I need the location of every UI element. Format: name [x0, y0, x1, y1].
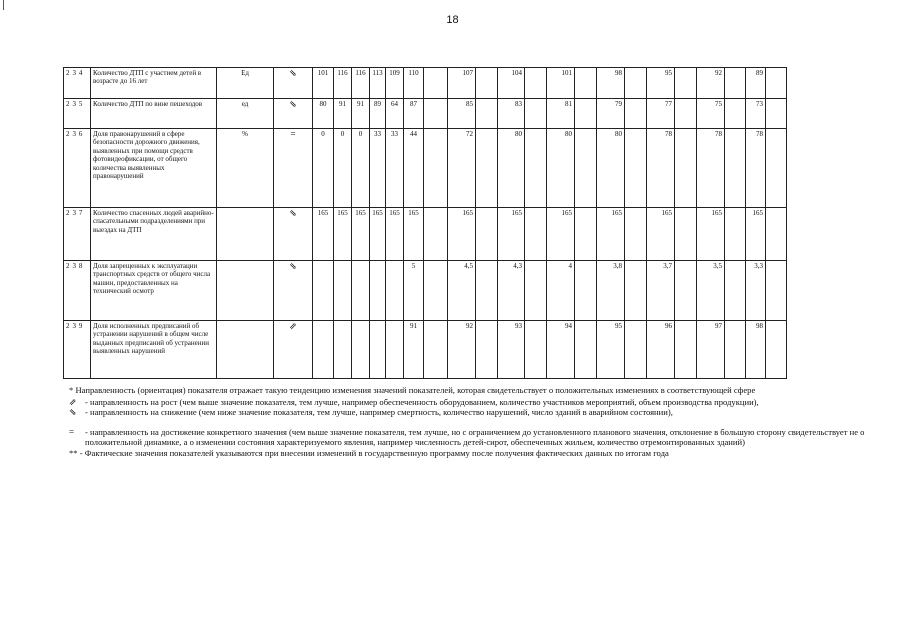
- down-arrow-icon: ⇘: [69, 407, 77, 418]
- value-cell: [725, 129, 746, 208]
- value-cell: [625, 261, 647, 321]
- value-cell: [766, 321, 787, 379]
- value-cell: 4,3: [498, 261, 525, 321]
- row-number: 2 3 5: [64, 99, 91, 129]
- value-cell: [766, 68, 787, 99]
- value-cell: 95: [647, 68, 675, 99]
- value-cell: [525, 208, 547, 261]
- value-cell: 3,3: [746, 261, 766, 321]
- footnote-actual-values: ** - Фактические значения показателей указываются при внесении изменений в государственную программу после получения фактических данных по итогам года: [69, 447, 669, 458]
- value-cell: 80: [313, 99, 334, 129]
- value-cell: 4,5: [448, 261, 476, 321]
- table-row: [64, 261, 787, 321]
- row-number: 2 3 7: [64, 208, 91, 261]
- value-cell: [725, 99, 746, 129]
- row-number: 2 3 4: [64, 68, 91, 99]
- value-cell: [675, 129, 697, 208]
- down-arrow-icon: ⇘: [289, 261, 297, 271]
- value-cell: 4: [547, 261, 575, 321]
- value-cell: 89: [746, 68, 766, 99]
- table-row: [64, 208, 787, 261]
- value-cell: [424, 208, 448, 261]
- footnotes: [69, 385, 869, 459]
- value-cell: 85: [448, 99, 476, 129]
- value-cell: [625, 68, 647, 99]
- value-cell: [352, 321, 370, 379]
- value-cell: [575, 261, 597, 321]
- value-cell: 44: [404, 129, 424, 208]
- value-cell: 116: [334, 68, 352, 99]
- value-cell: [525, 321, 547, 379]
- value-cell: [575, 321, 597, 379]
- down-arrow-icon: ⇘: [289, 208, 297, 218]
- value-cell: [352, 261, 370, 321]
- value-cell: 109: [386, 68, 404, 99]
- value-cell: [766, 208, 787, 261]
- value-cell: 64: [386, 99, 404, 129]
- direction-cell: [274, 68, 313, 99]
- table-row: [64, 68, 787, 99]
- indicator-name: Доля запрещенных к эксплуатации транспортных средств от общего числа машин, предоставленных на технический осмотр: [91, 261, 217, 321]
- value-cell: [476, 261, 498, 321]
- value-cell: 92: [697, 68, 725, 99]
- value-cell: 80: [597, 129, 625, 208]
- value-cell: [334, 261, 352, 321]
- row-number: 2 3 8: [64, 261, 91, 321]
- value-cell: [725, 68, 746, 99]
- value-cell: 97: [697, 321, 725, 379]
- value-cell: 113: [370, 68, 386, 99]
- value-cell: 87: [404, 99, 424, 129]
- value-cell: [424, 129, 448, 208]
- up-arrow-icon: ⇗: [69, 396, 77, 407]
- footnote-down-text: - направленность на снижение (чем ниже значение показателя, тем лучше, например смертность, количество нарушений, число зданий в аварийном состоянии),: [85, 407, 673, 418]
- value-cell: 78: [697, 129, 725, 208]
- value-cell: [476, 129, 498, 208]
- footnote-down: [69, 407, 869, 418]
- value-cell: 107: [448, 68, 476, 99]
- value-cell: 98: [597, 68, 625, 99]
- value-cell: 75: [697, 99, 725, 129]
- value-cell: [675, 68, 697, 99]
- value-cell: [575, 68, 597, 99]
- value-cell: 3,8: [597, 261, 625, 321]
- value-cell: 79: [597, 99, 625, 129]
- down-arrow-icon: ⇘: [289, 68, 297, 78]
- value-cell: 165: [697, 208, 725, 261]
- page-edge-mark: [3, 0, 4, 10]
- value-cell: 165: [547, 208, 575, 261]
- value-cell: [476, 99, 498, 129]
- value-cell: 165: [647, 208, 675, 261]
- value-cell: [424, 68, 448, 99]
- indicator-name: Доля правонарушений в сфере безопасности дорожного движения, выявленных при помощи средств фотовидеофиксации, от общего количества выявленных правонарушений: [91, 129, 217, 208]
- value-cell: [525, 68, 547, 99]
- up-arrow-icon: ⇗: [289, 321, 297, 331]
- value-cell: [386, 261, 404, 321]
- value-cell: [424, 321, 448, 379]
- value-cell: [334, 321, 352, 379]
- footnote-up-text: - направленность на рост (чем выше значение показателя, тем лучше, например обеспеченность оборудованием, количество участников мероприятий, объем производства продукции),: [85, 396, 759, 407]
- value-cell: 101: [313, 68, 334, 99]
- unit-cell: [217, 261, 274, 321]
- value-cell: [313, 321, 334, 379]
- value-cell: [575, 99, 597, 129]
- value-cell: 165: [498, 208, 525, 261]
- value-cell: 104: [498, 68, 525, 99]
- value-cell: [525, 261, 547, 321]
- value-cell: 101: [547, 68, 575, 99]
- direction-cell: [274, 321, 313, 379]
- page-number: 18: [446, 14, 459, 26]
- value-cell: 0: [352, 129, 370, 208]
- value-cell: 92: [448, 321, 476, 379]
- footnote-equal-text: - направленность на достижение конкретного значения (чем выше значение показателя, тем лучше, но с ограничением до установленного планового значения, отклонение в большую сторону свидетельствует не о положительной динамике, а о изменении состояния характеризуемого явления, например численность детей-сирот, обеспеченных жильем, количество отремонтированных зданий): [85, 426, 865, 448]
- value-cell: 91: [352, 99, 370, 129]
- value-cell: [424, 99, 448, 129]
- value-cell: [675, 208, 697, 261]
- unit-cell: [217, 208, 274, 261]
- value-cell: 73: [746, 99, 766, 129]
- value-cell: 78: [647, 129, 675, 208]
- indicator-name: Количество ДТП по вине пешеходов: [91, 99, 217, 129]
- value-cell: 165: [370, 208, 386, 261]
- value-cell: 3,5: [697, 261, 725, 321]
- value-cell: 5: [404, 261, 424, 321]
- value-cell: 165: [746, 208, 766, 261]
- value-cell: 0: [313, 129, 334, 208]
- value-cell: [625, 208, 647, 261]
- value-cell: 94: [547, 321, 575, 379]
- value-cell: 165: [352, 208, 370, 261]
- down-arrow-icon: ⇘: [289, 99, 297, 109]
- unit-cell: [217, 321, 274, 379]
- value-cell: [476, 68, 498, 99]
- value-cell: 89: [370, 99, 386, 129]
- value-cell: [575, 129, 597, 208]
- indicator-name: Количество ДТП с участием детей в возрасте до 16 лет: [91, 68, 217, 99]
- value-cell: 116: [352, 68, 370, 99]
- indicator-name: Количество спасенных людей аварийно-спасательными подразделениями при выездах на ДТП: [91, 208, 217, 261]
- indicator-name: Доля исполненных предписаний об устранении нарушений в общем числе выданных предписаний об устранении выявленных нарушений: [91, 321, 217, 379]
- value-cell: [313, 261, 334, 321]
- table-row: [64, 129, 787, 208]
- row-number: 2 3 9: [64, 321, 91, 379]
- value-cell: [424, 261, 448, 321]
- value-cell: 165: [313, 208, 334, 261]
- value-cell: [766, 261, 787, 321]
- value-cell: 98: [746, 321, 766, 379]
- direction-cell: [274, 129, 313, 208]
- value-cell: [625, 321, 647, 379]
- value-cell: 165: [597, 208, 625, 261]
- indicators-table: [63, 67, 787, 379]
- direction-cell: [274, 261, 313, 321]
- value-cell: [575, 208, 597, 261]
- value-cell: [476, 208, 498, 261]
- value-cell: [476, 321, 498, 379]
- value-cell: 83: [498, 99, 525, 129]
- footnote-direction: * Направленность (ориентация) показателя отражает такую тенденцию изменения значений показателей, которая свидетельствует о положительных изменениях в соответствующей сфере: [69, 385, 756, 395]
- row-number: 2 3 6: [64, 129, 91, 208]
- value-cell: [625, 129, 647, 208]
- value-cell: 91: [404, 321, 424, 379]
- footnote-equal: [69, 427, 869, 448]
- equal-icon: =: [290, 129, 296, 139]
- value-cell: [525, 129, 547, 208]
- direction-cell: [274, 208, 313, 261]
- value-cell: [725, 321, 746, 379]
- value-cell: 3,7: [647, 261, 675, 321]
- value-cell: 165: [334, 208, 352, 261]
- value-cell: [725, 208, 746, 261]
- value-cell: 78: [746, 129, 766, 208]
- value-cell: 165: [404, 208, 424, 261]
- footnote-up: [69, 397, 869, 408]
- table-row: [64, 321, 787, 379]
- value-cell: [675, 261, 697, 321]
- value-cell: 0: [334, 129, 352, 208]
- value-cell: 165: [448, 208, 476, 261]
- value-cell: [766, 99, 787, 129]
- value-cell: 72: [448, 129, 476, 208]
- unit-cell: ед: [217, 99, 274, 129]
- equal-icon: =: [69, 426, 75, 437]
- value-cell: [675, 99, 697, 129]
- value-cell: 77: [647, 99, 675, 129]
- value-cell: 80: [547, 129, 575, 208]
- value-cell: [766, 129, 787, 208]
- value-cell: 80: [498, 129, 525, 208]
- value-cell: [675, 321, 697, 379]
- value-cell: [370, 261, 386, 321]
- value-cell: [386, 321, 404, 379]
- value-cell: 110: [404, 68, 424, 99]
- value-cell: 165: [386, 208, 404, 261]
- value-cell: 91: [334, 99, 352, 129]
- value-cell: 95: [597, 321, 625, 379]
- value-cell: 81: [547, 99, 575, 129]
- value-cell: [370, 321, 386, 379]
- value-cell: 33: [386, 129, 404, 208]
- value-cell: 93: [498, 321, 525, 379]
- unit-cell: Ед: [217, 68, 274, 99]
- table-row: [64, 99, 787, 129]
- value-cell: 33: [370, 129, 386, 208]
- value-cell: [725, 261, 746, 321]
- direction-cell: [274, 99, 313, 129]
- unit-cell: %: [217, 129, 274, 208]
- value-cell: 96: [647, 321, 675, 379]
- value-cell: [625, 99, 647, 129]
- value-cell: [525, 99, 547, 129]
